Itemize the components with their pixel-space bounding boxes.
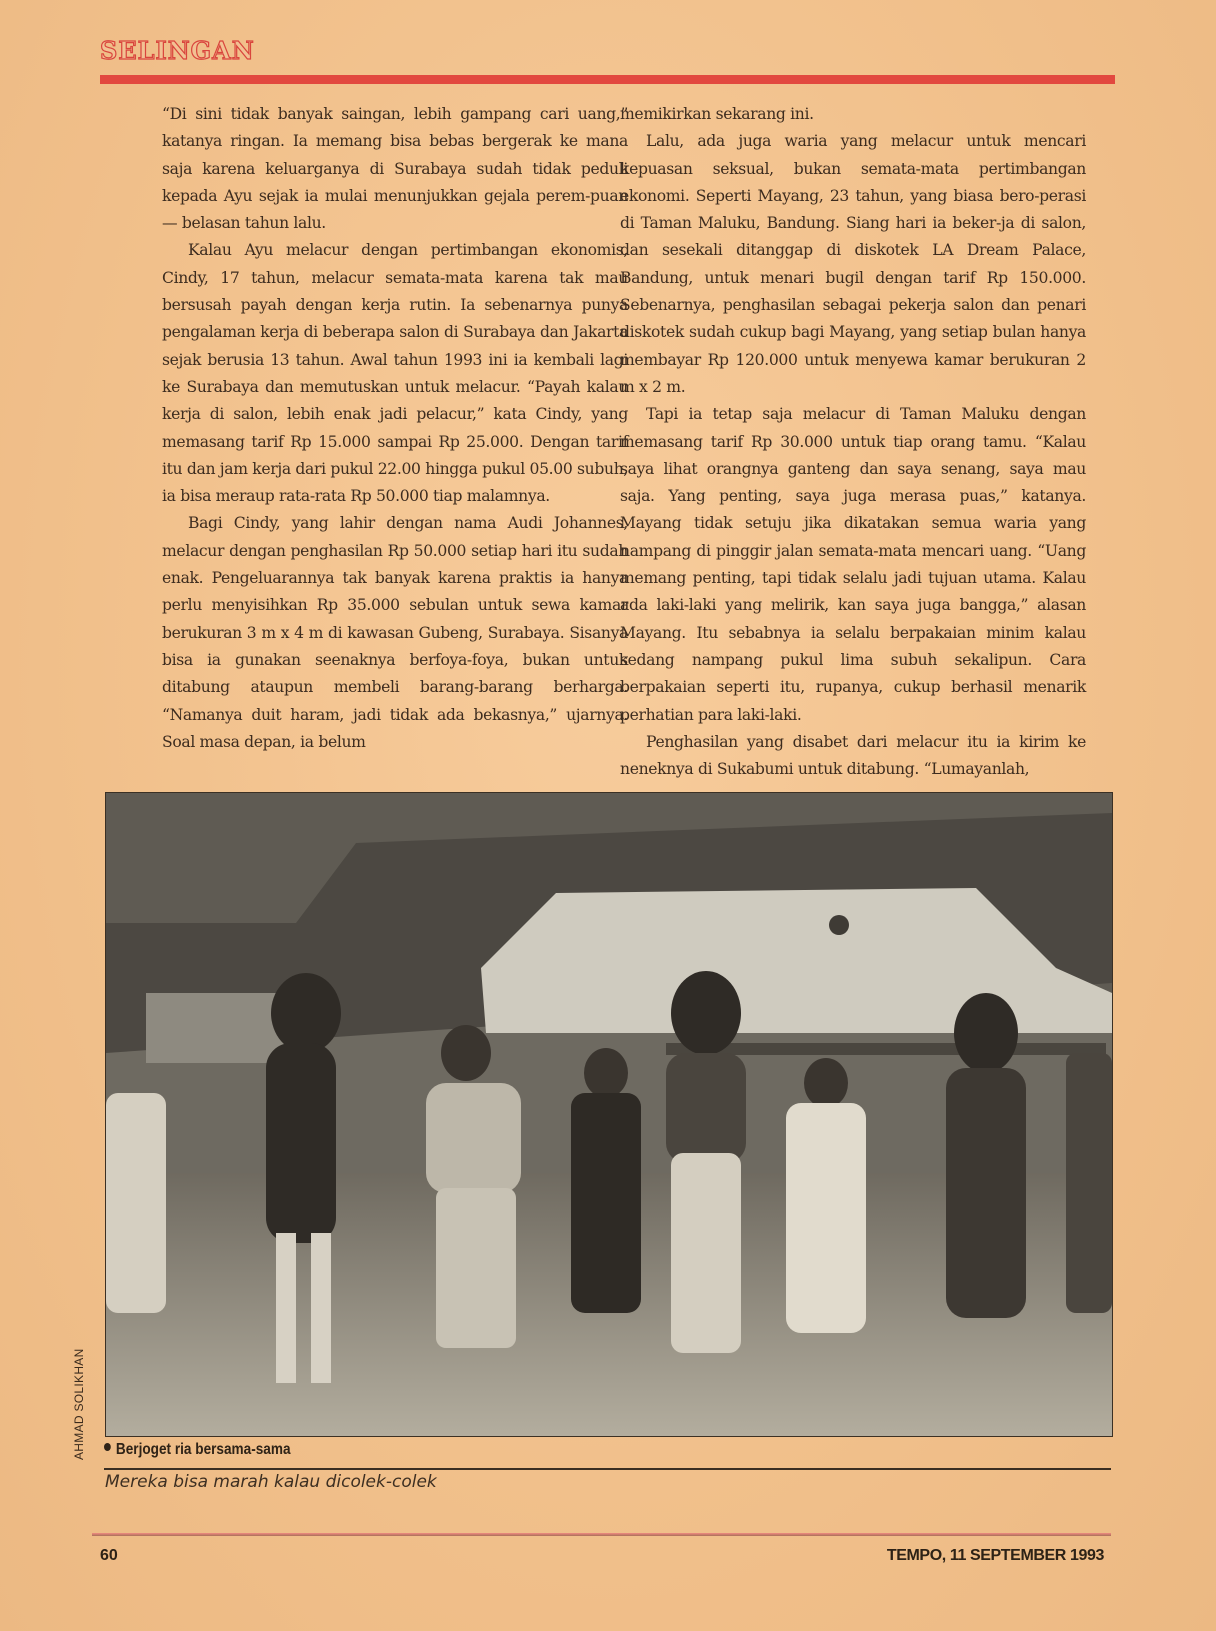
caption-title-text: Berjoget ria bersama-sama [115, 1441, 291, 1458]
paragraph: Kalau Ayu melacur dengan pertimbangan ekonomis, Cindy, 17 tahun, melacur semata-mata karena tak mau bersusah payah dengan kerja rutin. Ia sebenarnya punya pengalaman kerja di beberapa salon di Surabaya dan Jakarta sejak berusia 13 tahun. Awal tahun 1993 ini ia kembali lagi ke Surabaya dan memutuskan untuk melacur. “Payah kalau kerja di salon, lebih enak jadi pelacur,” kata Cindy, yang memasang tarif Rp 15.000 sampai Rp 25.000. Dengan tarif itu dan jam kerja dari pukul 22.00 hingga pukul 05.00 subuh, ia bisa meraup rata-rata Rp 50.000 tiap malamnya. [162, 241, 628, 506]
photo-caption-text: Mereka bisa marah kalau dicolek-colek [105, 1472, 437, 1492]
paragraph: Bagi Cindy, yang lahir dengan nama Audi Johannes, melacur dengan penghasilan Rp 50.000 setiap hari itu sudah enak. Pengeluarannya tak banyak karena praktis ia hanya perlu menyisihkan Rp 35.000 sebulan untuk sewa kamar berukuran 3 m x 4 m di kawasan Gubeng, Surabaya. Sisanya bisa ia gunakan seenaknya berfoya-foya, bukan untuk ditabung ataupun membeli barang-barang berharga. “Namanya duit haram, jadi tidak ada bekasnya,” ujarnya. Soal masa depan, ia belum [162, 514, 628, 751]
paragraph: Lalu, ada juga waria yang melacur untuk mencari kepuasan seksual, bukan semata-mata pertimbangan ekonomi. Seperti Mayang, 23 tahun, yang biasa bero-perasi di Taman Maluku, Bandung. Siang hari ia beker-ja di salon, dan sesekali ditanggap di diskotek LA Dream Palace, Bandung, untuk menari bugil dengan tarif Rp 150.000. Sebenarnya, penghasilan sebagai pekerja salon dan penari diskotek sudah cukup bagi Mayang, yang setiap bulan hanya membayar Rp 120.000 untuk menyewa kamar berukuran 2 m x 2 m. [620, 132, 1086, 396]
paragraph: Penghasilan yang disabet dari melacur itu ia kirim ke neneknya di Sukabumi untuk ditabung. “Lumayanlah, [620, 732, 1086, 779]
article-column-right [620, 101, 1086, 783]
stage-rail [666, 1043, 1106, 1055]
photo-caption-title [104, 1441, 291, 1459]
footer-rule [92, 1533, 1111, 1536]
page-number: 60 [100, 1547, 118, 1564]
disco-ball [829, 915, 849, 935]
paragraph: memikirkan sekarang ini. [620, 105, 814, 123]
article-photo [105, 792, 1113, 1437]
caption-rule [104, 1468, 1111, 1470]
photo-credit: AHMAD SOLIKHAN [72, 1348, 86, 1460]
header-rule [100, 75, 1115, 84]
dance-floor-photo [106, 793, 1112, 1436]
paragraph: “Di sini tidak banyak saingan, lebih gampang cari uang,” katanya ringan. Ia memang bisa bebas bergerak ke mana saja karena keluarganya di Surabaya sudah tidak peduli kepada Ayu sejak ia mulai menunjukkan gejala perem-puan — belasan tahun lalu. [162, 105, 628, 233]
article-column-left [162, 101, 628, 756]
paragraph: Tapi ia tetap saja melacur di Taman Maluku dengan memasang tarif Rp 30.000 untuk tiap orang tamu. “Kalau saya lihat orangnya ganteng dan saya senang, saya mau saja. Yang penting, saya juga merasa puas,” katanya. Mayang tidak setuju jika dikatakan semua waria yang nampang di pinggir jalan semata-mata mencari uang. “Uang memang penting, tapi tidak selalu jadi tujuan utama. Kalau ada laki-laki yang melirik, kan saya juga bangga,” alasan Mayang. Itu sebabnya ia selalu berpakaian minim kalau sedang nampang pukul lima subuh sekalipun. Cara berpakaian seperti itu, rupanya, cukup berhasil menarik perhatian para laki-laki. [620, 405, 1086, 724]
publication-date: TEMPO, 11 SEPTEMBER 1993 [886, 1547, 1104, 1564]
section-label: SELINGAN [100, 36, 255, 65]
bullet-icon [104, 1443, 111, 1451]
